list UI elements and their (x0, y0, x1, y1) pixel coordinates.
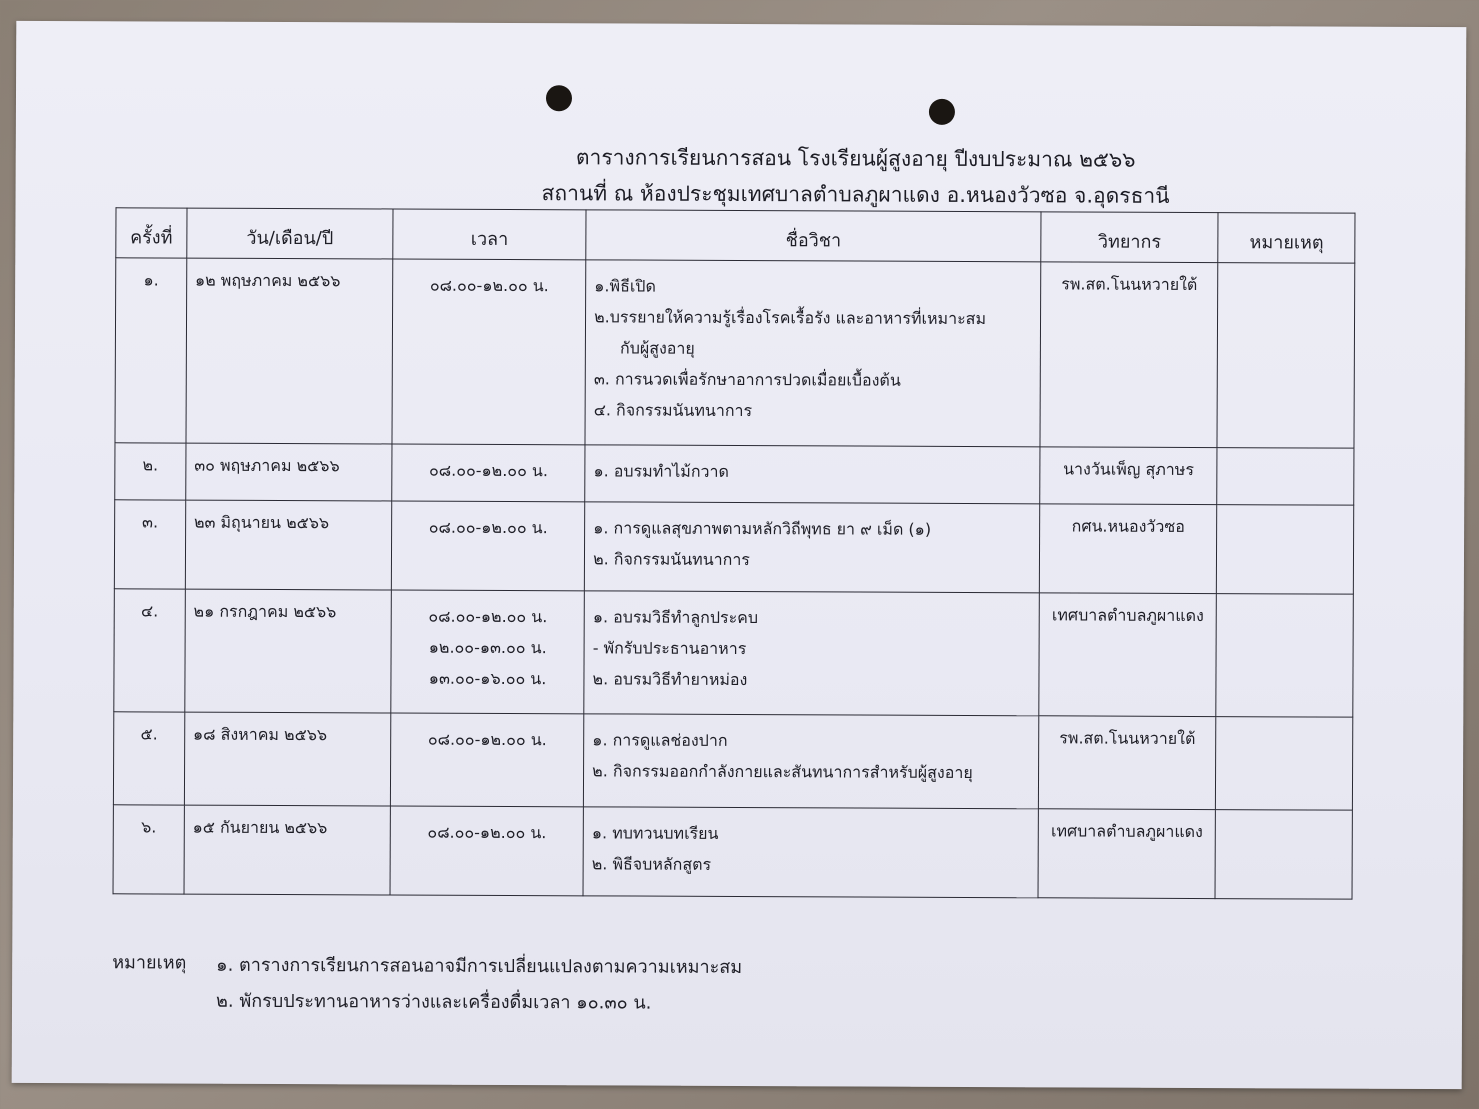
session-time (392, 259, 586, 445)
session-date: ๑๘ สิงหาคม ๒๕๖๖ (184, 712, 391, 806)
session-speaker: รพ.สต.โนนหวายใต้ (1040, 262, 1218, 448)
document-subtitle: สถานที่ ณ ห้องประชุมเทศบาลตำบลภูผาแดง อ.หนองวัวซอ จ.อุดรธานี (541, 181, 1170, 208)
subject-item: ๔. กิจกรรมนันทนาการ (593, 400, 753, 421)
table-row (113, 712, 1352, 810)
session-subjects (584, 502, 1039, 593)
session-time (391, 713, 584, 807)
header-session-no: ครั้งที่ (116, 208, 187, 258)
time-slot: ๐๘.๐๐-๑๒.๐๐ น. (429, 275, 549, 296)
paper-sheet (12, 21, 1467, 1089)
subject-item: ๒. กิจกรรมออกกำลังกายและสันทนาการสำหรับผู้สูงอายุ (592, 761, 973, 783)
session-no: ๓. (114, 500, 185, 589)
session-note (1217, 263, 1354, 449)
header-date: วัน/เดือน/ปี (187, 208, 394, 259)
session-speaker: รพ.สต.โนนหวายใต้ (1038, 716, 1216, 810)
session-subjects (585, 445, 1040, 504)
session-speaker: เทศบาลตำบลภูผาแดง (1039, 593, 1217, 717)
session-date: ๑๕ กันยายน ๒๕๖๖ (184, 805, 391, 895)
document-title: ตารางการเรียนการสอน โรงเรียนผู้สูงอายุ ปีงบประมาณ ๒๕๖๖ (575, 145, 1136, 172)
subject-item: ๑. การดูแลช่องปาก (592, 730, 728, 750)
punch-hole (546, 85, 572, 111)
remark-item: ๒. พักรบประทานอาหารว่างและเครื่องดื่มเวลา ๑๐.๓๐ น. (216, 990, 652, 1014)
session-subjects (583, 807, 1038, 898)
time-slot: ๐๘.๐๐-๑๒.๐๐ น. (428, 517, 548, 538)
session-note (1217, 448, 1354, 506)
header-note: หมายเหตุ (1218, 213, 1355, 264)
session-speaker: นางวันเพ็ญ สุภาษร (1040, 447, 1218, 505)
session-no: ๔. (114, 589, 185, 712)
time-slot: ๑๒.๐๐-๑๓.๐๐ น. (428, 637, 547, 658)
session-note (1217, 505, 1354, 595)
session-no: ๒. (115, 443, 186, 500)
session-subjects (585, 260, 1041, 447)
subject-item: ๑. อบรมทำไม้กวาด (593, 461, 729, 481)
session-note (1215, 810, 1352, 900)
table-header-row (116, 208, 1355, 263)
header-time: เวลา (393, 209, 586, 260)
table-row (114, 589, 1354, 717)
time-slot: ๐๘.๐๐-๑๒.๐๐ น. (428, 606, 548, 627)
time-slot: ๐๘.๐๐-๑๒.๐๐ น. (427, 822, 547, 843)
remark-item: ๑. ตารางการเรียนการสอนอาจมีการเปลี่ยนแปลงตามความเหมาะสม (216, 954, 743, 979)
subject-item: ๒. พิธีจบหลักสูตร (591, 854, 712, 874)
session-no: ๕. (113, 712, 184, 805)
time-slot: ๐๘.๐๐-๑๒.๐๐ น. (427, 729, 547, 750)
session-date: ๓๐ พฤษภาคม ๒๕๖๖ (186, 443, 393, 501)
subject-item: ๒. อบรมวิธีทำยาหม่อง (592, 669, 748, 690)
session-time (392, 501, 585, 591)
table-row (115, 258, 1355, 448)
session-date: ๒๓ มิถุนายน ๒๕๖๖ (185, 500, 392, 590)
subject-item: ๑. ทบทวนบทเรียน (591, 823, 719, 843)
session-note (1216, 717, 1353, 811)
remarks-list (216, 948, 916, 1023)
subject-item: กับผู้สูงอายุ (619, 338, 695, 358)
subject-item: ๑. การดูแลสุขภาพตามหลักวิถีพุทธ ยา ๙ เม็ด (๑) (593, 518, 932, 539)
table-row (113, 805, 1352, 899)
session-speaker: เทศบาลตำบลภูผาแดง (1038, 809, 1216, 899)
time-slot: ๐๘.๐๐-๑๒.๐๐ น. (428, 460, 549, 481)
schedule-table (113, 207, 1356, 899)
session-subjects (584, 714, 1039, 809)
subject-item: ๑.พิธีเปิด (594, 276, 656, 296)
table-row (115, 443, 1354, 505)
session-date: ๑๒ พฤษภาคม ๒๕๖๖ (186, 258, 393, 444)
session-date: ๒๑ กรกฎาคม ๒๕๖๖ (185, 589, 392, 713)
session-time (391, 590, 585, 714)
table-row (114, 500, 1353, 594)
subject-item: ๑. อบรมวิธีทำลูกประคบ (592, 607, 759, 628)
session-subjects (584, 591, 1039, 716)
remarks-label: หมายเหตุ (112, 952, 187, 974)
session-no: ๖. (113, 805, 184, 894)
session-speaker: กศน.หนองวัวซอ (1039, 504, 1217, 594)
punch-hole (929, 99, 955, 125)
header-subject: ชื่อวิชา (586, 210, 1041, 262)
time-slot: ๑๓.๐๐-๑๖.๐๐ น. (428, 668, 547, 689)
subject-item: - พักรับประธานอาหาร (592, 638, 747, 659)
session-no: ๑. (115, 258, 187, 443)
subject-item: ๒.บรรยายให้ความรู้เรื่องโรคเรื้อรัง และอาหารที่เหมาะสม (594, 307, 987, 329)
subject-item: ๒. กิจกรรมนันทนาการ (593, 549, 750, 570)
session-note (1216, 594, 1353, 718)
session-time (390, 806, 583, 896)
session-time (392, 444, 585, 502)
subject-item: ๓. การนวดเพื่อรักษาอาการปวดเมื่อยเบื้องต้น (593, 369, 901, 390)
header-speaker: วิทยากร (1041, 212, 1219, 263)
